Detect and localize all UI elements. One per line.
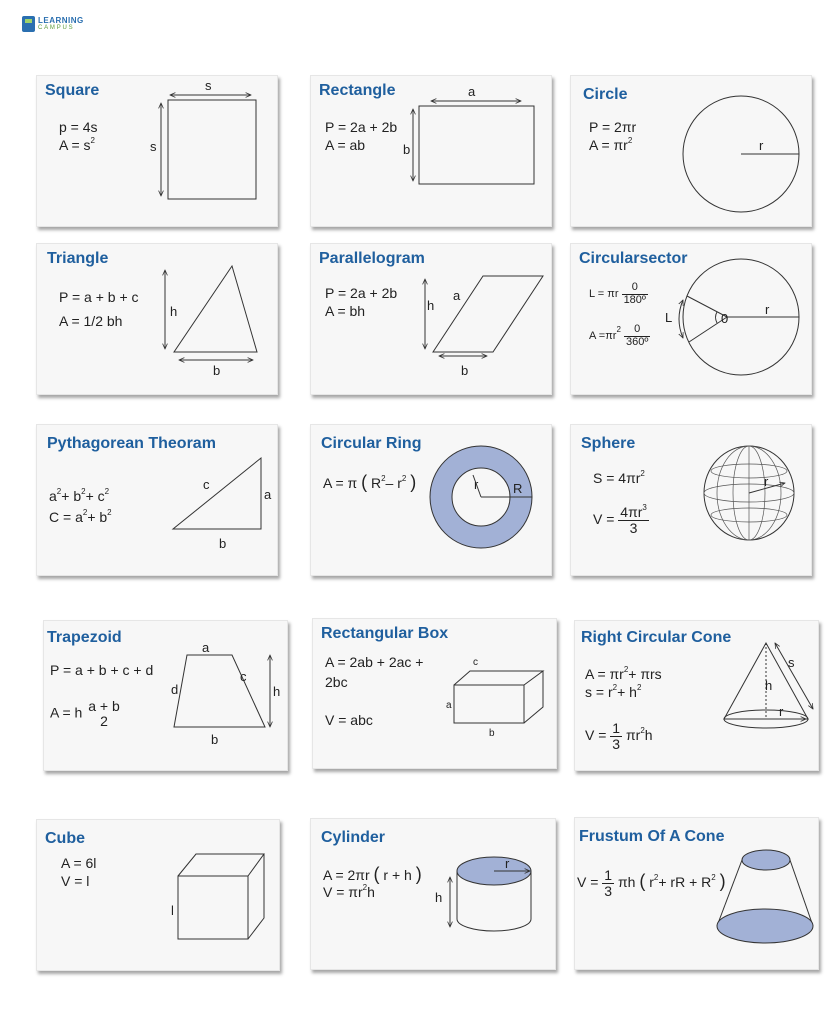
triangle-diagram (37, 244, 277, 394)
formula-area: $A = \pi r^2$ (589, 136, 633, 153)
label-c: c (240, 669, 247, 684)
cube-diagram (37, 820, 279, 970)
sphere-diagram (571, 425, 811, 575)
card-title: Sphere (581, 435, 636, 452)
label-r: r (779, 704, 784, 719)
label-b: b (211, 732, 219, 747)
card-title: Right Circular Cone (581, 629, 732, 646)
label-h: h (170, 304, 178, 319)
label-h: h (765, 678, 773, 693)
card-trapezoid (43, 620, 288, 771)
card-frustum (574, 817, 819, 970)
card-title: Circular Ring (321, 435, 422, 452)
card-ring (310, 424, 552, 576)
parallelogram-diagram (311, 244, 551, 394)
cube-side (248, 854, 264, 939)
ring-diagram (311, 425, 551, 575)
label-top: s (205, 78, 212, 93)
label-a: a (446, 700, 452, 711)
formula-area: A = π ( $R^2-$ $r^2$ ) (323, 472, 417, 492)
formula-volume: V = $\frac{4\pi r^3}{3}$ (593, 503, 647, 536)
square-shape (168, 100, 256, 199)
formula-area: A = bh (325, 303, 366, 319)
arc-arrow (679, 300, 683, 338)
label-d: d (171, 682, 179, 697)
label-r: r (764, 474, 769, 489)
label-b: b (219, 536, 227, 551)
triangle-shape (174, 266, 257, 352)
formula-volume: V = l (61, 873, 90, 889)
label-top: a (468, 84, 476, 99)
card-title: Circularsector (579, 250, 688, 267)
circle-diagram (571, 76, 811, 226)
card-rectangle (310, 75, 552, 227)
label-h: h (273, 684, 281, 699)
label-L: L (665, 310, 673, 325)
card-title: Pythagorean Theoram (47, 435, 216, 452)
frustum-top (742, 850, 790, 870)
box-diagram (313, 619, 556, 768)
formula-volume: V = $\frac{1}{3}$ πh ( $r^2+$ rR + $R^2$ ) (577, 867, 726, 899)
label-side: b (403, 142, 411, 157)
label-h: h (435, 890, 443, 905)
trapezoid-diagram (44, 621, 287, 770)
label-a: a (202, 640, 210, 655)
label-a: a (264, 487, 272, 502)
box-side (524, 671, 543, 723)
right-triangle-shape (173, 458, 261, 529)
logo-mark (22, 16, 35, 32)
formula-area: A = 2ab + 2ac + (325, 654, 424, 670)
card-box (312, 618, 557, 769)
formula-area: A = h a + b 2 (50, 698, 120, 729)
card-title: Rectangle (319, 82, 396, 99)
card-sector (570, 243, 812, 395)
logo-line1: LEARNING (38, 16, 84, 25)
formula-area-cont: 2bc (325, 674, 348, 690)
formula-perimeter: P = a + b + c (59, 289, 139, 305)
formula-area: A = 1/2 bh (59, 313, 123, 329)
formula-volume: V = $\frac{1}{3}$ $\pi r^2h$ (585, 720, 653, 752)
label-r: r (759, 138, 764, 153)
label-r: r (474, 477, 479, 492)
card-title: Cylinder (321, 829, 386, 846)
formula-length: L = πr $\frac{0}{\text{180º}}$ (589, 281, 646, 306)
formula-volume: $V = \pi r^2h$ (323, 883, 375, 900)
label-R: R (513, 481, 523, 496)
formula-perimeter: P = a + b + c + d (50, 662, 154, 678)
logo (22, 14, 92, 36)
card-title: Cube (45, 830, 85, 847)
rectangle-shape (419, 106, 534, 184)
card-title: Square (45, 82, 100, 99)
box-top (454, 671, 543, 685)
card-triangle (36, 243, 278, 395)
formula-area: $A = \pi r^2+ \pi rs$ (585, 665, 662, 682)
label-s: s (788, 655, 795, 670)
cube-front (178, 876, 248, 939)
card-cylinder (310, 818, 556, 970)
trapezoid-shape (174, 655, 265, 727)
cube-top (178, 854, 264, 876)
label-b: b (489, 728, 495, 739)
card-parallelogram (310, 243, 552, 395)
square-diagram (37, 76, 277, 226)
card-title: Parallelogram (319, 250, 425, 267)
label-b: b (461, 363, 469, 378)
card-square (36, 75, 278, 227)
card-title: Frustum Of A Cone (579, 828, 725, 845)
label-l: l (171, 903, 174, 918)
formula-perimeter: P = 2πr (589, 119, 637, 135)
angle-arc (716, 312, 718, 323)
label-r: r (765, 302, 770, 317)
rectangle-diagram (311, 76, 551, 226)
box-front (454, 685, 524, 723)
label-a: a (453, 288, 461, 303)
formula-theorem: $a^2+ b^2+ c^2$ (49, 487, 110, 504)
card-title: Trapezoid (47, 629, 122, 646)
formula-area: $A =\pi r^2$ $\frac{0}{\text{360º}}$ (589, 323, 649, 348)
formula-area: A = ab (325, 137, 366, 153)
formula-volume: V = abc (325, 712, 373, 728)
formula-perimeter: P = 2a + 2b (325, 285, 398, 301)
formula-perimeter: P = 2a + 2b (325, 119, 398, 135)
logo-line2: CAMPUS (38, 25, 75, 31)
card-cube (36, 819, 280, 971)
label-c: c (203, 477, 210, 492)
frustum-diagram (575, 818, 818, 969)
formula-slant: $s = r^2+ h^2$ (585, 683, 642, 700)
label-b: b (213, 363, 221, 378)
sector-diagram (571, 244, 811, 394)
formula-area: $A = s^2$ (59, 136, 95, 153)
parallelogram-shape (433, 276, 543, 352)
pythagorean-diagram (37, 425, 277, 575)
formula-surface: $S = 4\pi r^2$ (593, 469, 645, 486)
label-h: h (427, 298, 435, 313)
cylinder-bottom (457, 919, 531, 931)
cone-diagram (575, 621, 818, 770)
formula-area: A = 6l (61, 855, 97, 871)
label-r: r (505, 856, 510, 871)
card-title: Rectangular Box (321, 625, 449, 642)
label-c: c (473, 657, 478, 668)
label-side: s (150, 139, 157, 154)
card-title: Triangle (47, 250, 109, 267)
slant-arrow (775, 643, 813, 709)
formula-area: A = 2πr ( r + h ) (323, 864, 422, 884)
card-circle (570, 75, 812, 227)
frustum-bottom (717, 909, 813, 943)
formula-hypotenuse: $C = a^2+ b^2$ (49, 508, 112, 525)
label-theta: 0 (721, 311, 729, 326)
formula-perimeter: p = 4s (59, 119, 98, 135)
card-pythagorean (36, 424, 278, 576)
card-cone (574, 620, 819, 771)
card-title: Circle (583, 86, 628, 103)
card-sphere (570, 424, 812, 576)
cylinder-diagram (311, 819, 555, 969)
